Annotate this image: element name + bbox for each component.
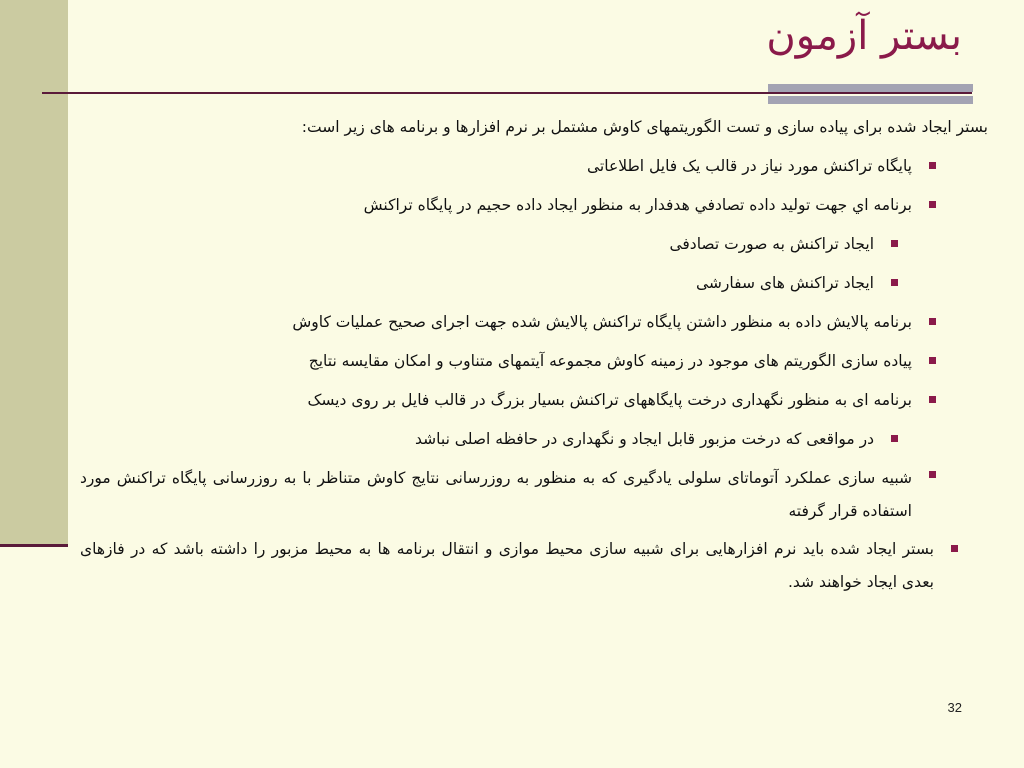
square-bullet-icon — [929, 318, 936, 325]
slide-body — [80, 108, 988, 599]
page-number: 32 — [947, 700, 962, 715]
square-bullet-icon — [929, 396, 936, 403]
list-item: پایگاه تراكنش مورد نياز در قالب يک فايل اطلاعاتی — [80, 147, 936, 186]
square-bullet-icon — [929, 162, 936, 169]
intro-text: بستر ايجاد شده برای پیاده سازی و تست الگوريتمهای کاوش مشتمل بر نرم افزارها و برنامه های زير است: — [301, 118, 988, 136]
sidebar-divider — [0, 544, 68, 547]
square-bullet-icon — [891, 435, 898, 442]
list-subitem: ايجاد تراكنش به صورت تصادفی — [80, 225, 898, 264]
list-item: شبيه سازی عملكرد آتوماتای سلولی يادگيری كه به منظور به روزرسانی نتايج كاوش متناظر با به روزرسانی پایگاه تراكنش مورد استفاده قرار گرفته — [80, 459, 936, 531]
title-accent-bars — [768, 84, 973, 104]
square-bullet-icon — [891, 279, 898, 286]
sidebar-decoration — [0, 0, 68, 546]
list-subitem: ايجاد تراكنش های سفارشی — [80, 264, 898, 303]
square-bullet-icon — [929, 357, 936, 364]
list-subitem: در مواقعی كه درخت مزبور قابل ايجاد و نگهداری در حافظه اصلی نباشد — [80, 420, 898, 459]
closing-item: بستر ايجاد شده بايد نرم افزارهايی برای شبيه سازی محيط موازی و انتقال برنامه ها به محيط مزبور را داشته باشد كه در فازهای بعدی ايجاد خواهند شد. — [80, 533, 958, 599]
list-item: برنامه اي جهت توليد داده تصادفي هدفدار به منظور ايجاد داده حجيم در پایگاه تراكنش — [80, 186, 936, 225]
square-bullet-icon — [951, 545, 958, 552]
list-item: برنامه ای به منظور نگهداری درخت پايگاههای تراكنش بسيار بزرگ در قالب فايل بر روی ديسک — [80, 381, 936, 420]
square-bullet-icon — [891, 240, 898, 247]
square-bullet-icon — [929, 201, 936, 208]
square-bullet-icon — [929, 471, 936, 478]
bullet-list — [80, 147, 988, 599]
list-item: برنامه پالايش داده به منظور داشتن پایگاه تراكنش پالايش شده جهت اجرای صحيح عمليات كاوش — [80, 303, 936, 342]
list-item: پیاده سازی الگوريتم های موجود در زمينه كاوش مجموعه آيتمهای متناوب و امكان مقايسه نتايج — [80, 342, 936, 381]
slide-title: بستر آزمون — [766, 13, 962, 59]
